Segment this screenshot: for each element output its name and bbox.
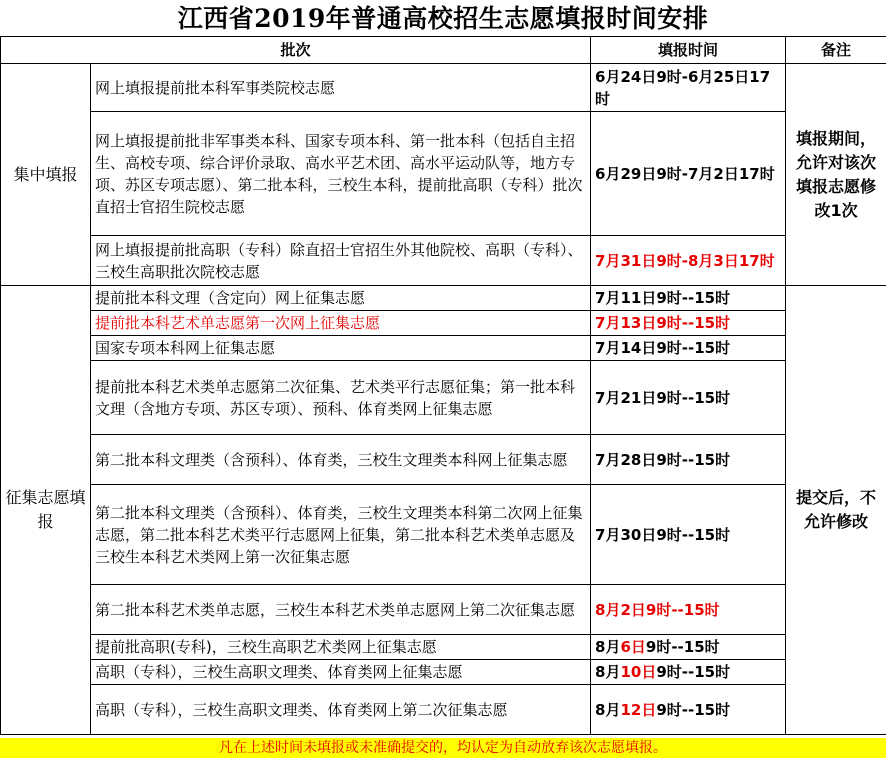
batch-item: 高职（专科），三校生高职文理类、体育类网上第二次征集志愿	[91, 685, 591, 735]
note-centralized: 填报期间，允许对该次填报志愿修改1次	[786, 64, 886, 286]
table-row	[1, 64, 886, 112]
table-row	[1, 286, 886, 311]
table-row	[1, 311, 886, 336]
batch-item: 第二批本科文理类（含预科）、体育类，三校生文理类本科网上征集志愿	[91, 435, 591, 485]
batch-item: 提前批高职(专科)，三校生高职艺术类网上征集志愿	[91, 635, 591, 660]
time-month: 8月	[595, 663, 621, 681]
table-row	[1, 361, 886, 435]
time-cell: 8月2日9时--15时	[591, 585, 786, 635]
time-cell	[591, 660, 786, 685]
header-note: 备注	[786, 37, 886, 64]
time-day: 10日	[620, 663, 657, 681]
time-cell: 7月21日9时--15时	[591, 361, 786, 435]
batch-item: 提前批本科文理（含定向）网上征集志愿	[91, 286, 591, 311]
header-batch: 批次	[1, 37, 591, 64]
batch-item: 提前批本科艺术单志愿第一次网上征集志愿	[91, 311, 591, 336]
time-cell	[591, 635, 786, 660]
table-row	[1, 112, 886, 236]
category-collect: 征集志愿填报	[1, 286, 91, 735]
time-day: 12日	[620, 700, 657, 719]
time-hours: 9时--15时	[645, 638, 720, 656]
batch-item: 网上填报提前批非军事类本科、国家专项本科、第一批本科（包括自主招生、高校专项、综合评价录取、高水平艺术团、高水平运动队等，地方专项、苏区专项志愿）、第二批本科，三校生本科，提前批高职（专科）批次直招士官招生院校志愿	[91, 112, 591, 236]
table-row	[1, 485, 886, 585]
note-collect: 提交后，不允许修改	[786, 286, 886, 735]
schedule-table	[0, 36, 886, 735]
page-title: 江西省2019年普通高校招生志愿填报时间安排	[177, 4, 709, 33]
time-cell: 6月24日9时-6月25日17时	[591, 64, 786, 112]
time-month: 8月	[595, 638, 621, 656]
table-row	[1, 435, 886, 485]
time-day: 6日	[620, 638, 646, 656]
time-hours: 9时--15时	[656, 663, 731, 681]
batch-item: 第二批本科艺术类单志愿，三校生本科艺术类单志愿网上第二次征集志愿	[91, 585, 591, 635]
time-cell: 7月13日9时--15时	[591, 311, 786, 336]
batch-item: 网上填报提前批本科军事类院校志愿	[91, 64, 591, 112]
footer-notice: 凡在上述时间未填报或未准确提交的，均认定为自动放弃该次志愿填报。	[0, 738, 886, 758]
time-cell: 7月28日9时--15时	[591, 435, 786, 485]
header-time: 填报时间	[591, 37, 786, 64]
time-cell: 7月31日9时-8月3日17时	[591, 236, 786, 286]
batch-item: 提前批本科艺术类单志愿第二次征集、艺术类平行志愿征集；第一批本科文理（含地方专项、苏区专项）、预科、体育类网上征集志愿	[91, 361, 591, 435]
time-cell: 7月11日9时--15时	[591, 286, 786, 311]
time-month: 8月	[595, 700, 621, 719]
batch-item: 第二批本科文理类（含预科）、体育类，三校生文理类本科第二次网上征集志愿，第二批本科艺术类平行志愿网上征集，第二批本科艺术类单志愿及三校生本科艺术类网上第一次征集志愿	[91, 485, 591, 585]
table-row	[1, 236, 886, 286]
table-row	[1, 336, 886, 361]
time-cell	[591, 685, 786, 735]
header-row	[1, 37, 886, 64]
table-row	[1, 585, 886, 635]
batch-item: 高职（专科），三校生高职文理类、体育类网上征集志愿	[91, 660, 591, 685]
time-cell: 7月14日9时--15时	[591, 336, 786, 361]
time-hours: 9时--15时	[656, 700, 731, 719]
table-row	[1, 685, 886, 735]
batch-item: 国家专项本科网上征集志愿	[91, 336, 591, 361]
table-row	[1, 635, 886, 660]
batch-item: 网上填报提前批高职（专科）除直招士官招生外其他院校、高职（专科）、三校生高职批次院校志愿	[91, 236, 591, 286]
table-row	[1, 660, 886, 685]
time-cell: 6月29日9时-7月2日17时	[591, 112, 786, 236]
time-cell: 7月30日9时--15时	[591, 485, 786, 585]
category-centralized: 集中填报	[1, 64, 91, 286]
